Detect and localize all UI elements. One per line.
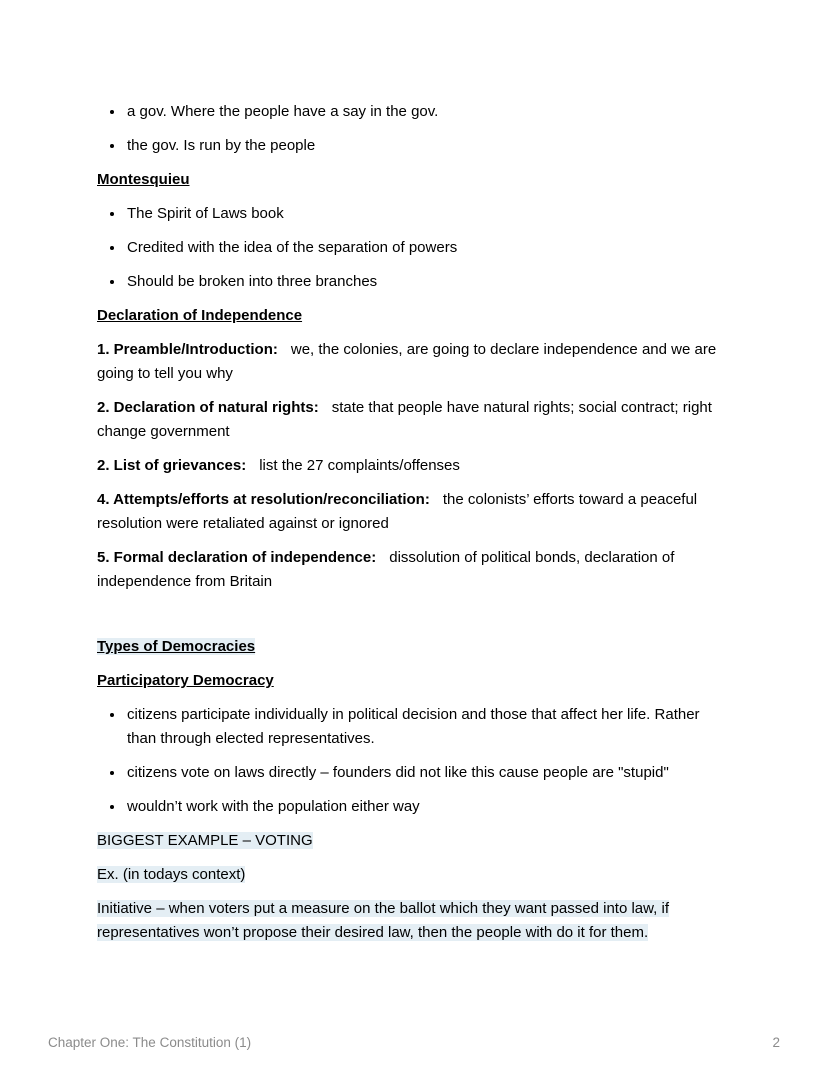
section-heading-types-of-democracies [97, 635, 730, 659]
bullet-item: • citizens participate individually in political decision and those that affect her life. Rather than through elected representatives. [125, 703, 730, 751]
highlighted-text: Initiative – when voters put a measure on the ballot which they want passed into law, if representatives won’t propose their desired law, then the people with do it for them. [97, 900, 669, 941]
bullet-item: • citizens vote on laws directly – founders did not like this cause people are "stupid" [125, 761, 730, 785]
blank-line [97, 604, 730, 635]
section-heading-montesquieu [97, 168, 730, 192]
point-lead: 4. Attempts/efforts at resolution/reconciliation: [97, 491, 430, 508]
section-heading-participatory-democracy [97, 669, 730, 693]
bullet-item: • The Spirit of Laws book [125, 202, 730, 226]
highlighted-text: Ex. (in todays context) [97, 866, 246, 883]
numbered-point [97, 338, 730, 386]
section-heading-declaration [97, 304, 730, 328]
highlighted-paragraph [97, 897, 730, 945]
numbered-point [97, 454, 730, 478]
montesquieu-bullet-list [97, 202, 730, 294]
bullet-item: • a gov. Where the people have a say in the gov. [125, 100, 730, 124]
point-text: list the 27 complaints/offenses [259, 457, 460, 474]
bullet-item: • wouldn’t work with the population either way [125, 795, 730, 819]
highlighted-line [97, 829, 730, 853]
bullet-item: • Credited with the idea of the separation of powers [125, 236, 730, 260]
heading-text: Participatory Democracy [97, 672, 274, 689]
point-text: we, the colonies, are going to declare independence and we are going to tell you why [97, 341, 717, 382]
footer-page-number: 2 [772, 1035, 780, 1050]
heading-text: Declaration of Independence [97, 307, 303, 324]
footer-document-title: Chapter One: The Constitution (1) [48, 1035, 252, 1050]
numbered-point [97, 396, 730, 444]
highlighted-line [97, 863, 730, 887]
point-text: state that people have natural rights; social contract; right change government [97, 399, 712, 440]
point-lead: 2. Declaration of natural rights: [97, 399, 319, 416]
point-lead: 5. Formal declaration of independence: [97, 549, 377, 566]
point-text: the colonists’ efforts toward a peaceful resolution were retaliated against or ignored [97, 491, 698, 532]
numbered-point [97, 488, 730, 536]
bullet-item: • Should be broken into three branches [125, 270, 730, 294]
point-lead: 2. List of grievances: [97, 457, 247, 474]
bullet-item: • the gov. Is run by the people [125, 134, 730, 158]
intro-bullet-list [97, 100, 730, 158]
heading-text: Montesquieu [97, 171, 190, 188]
point-text: dissolution of political bonds, declaration of independence from Britain [97, 549, 675, 590]
point-lead: 1. Preamble/Introduction: [97, 341, 278, 358]
highlighted-text: BIGGEST EXAMPLE – VOTING [97, 832, 313, 849]
heading-text: Types of Democracies [97, 638, 256, 655]
participatory-bullet-list [97, 703, 730, 819]
numbered-point [97, 546, 730, 594]
